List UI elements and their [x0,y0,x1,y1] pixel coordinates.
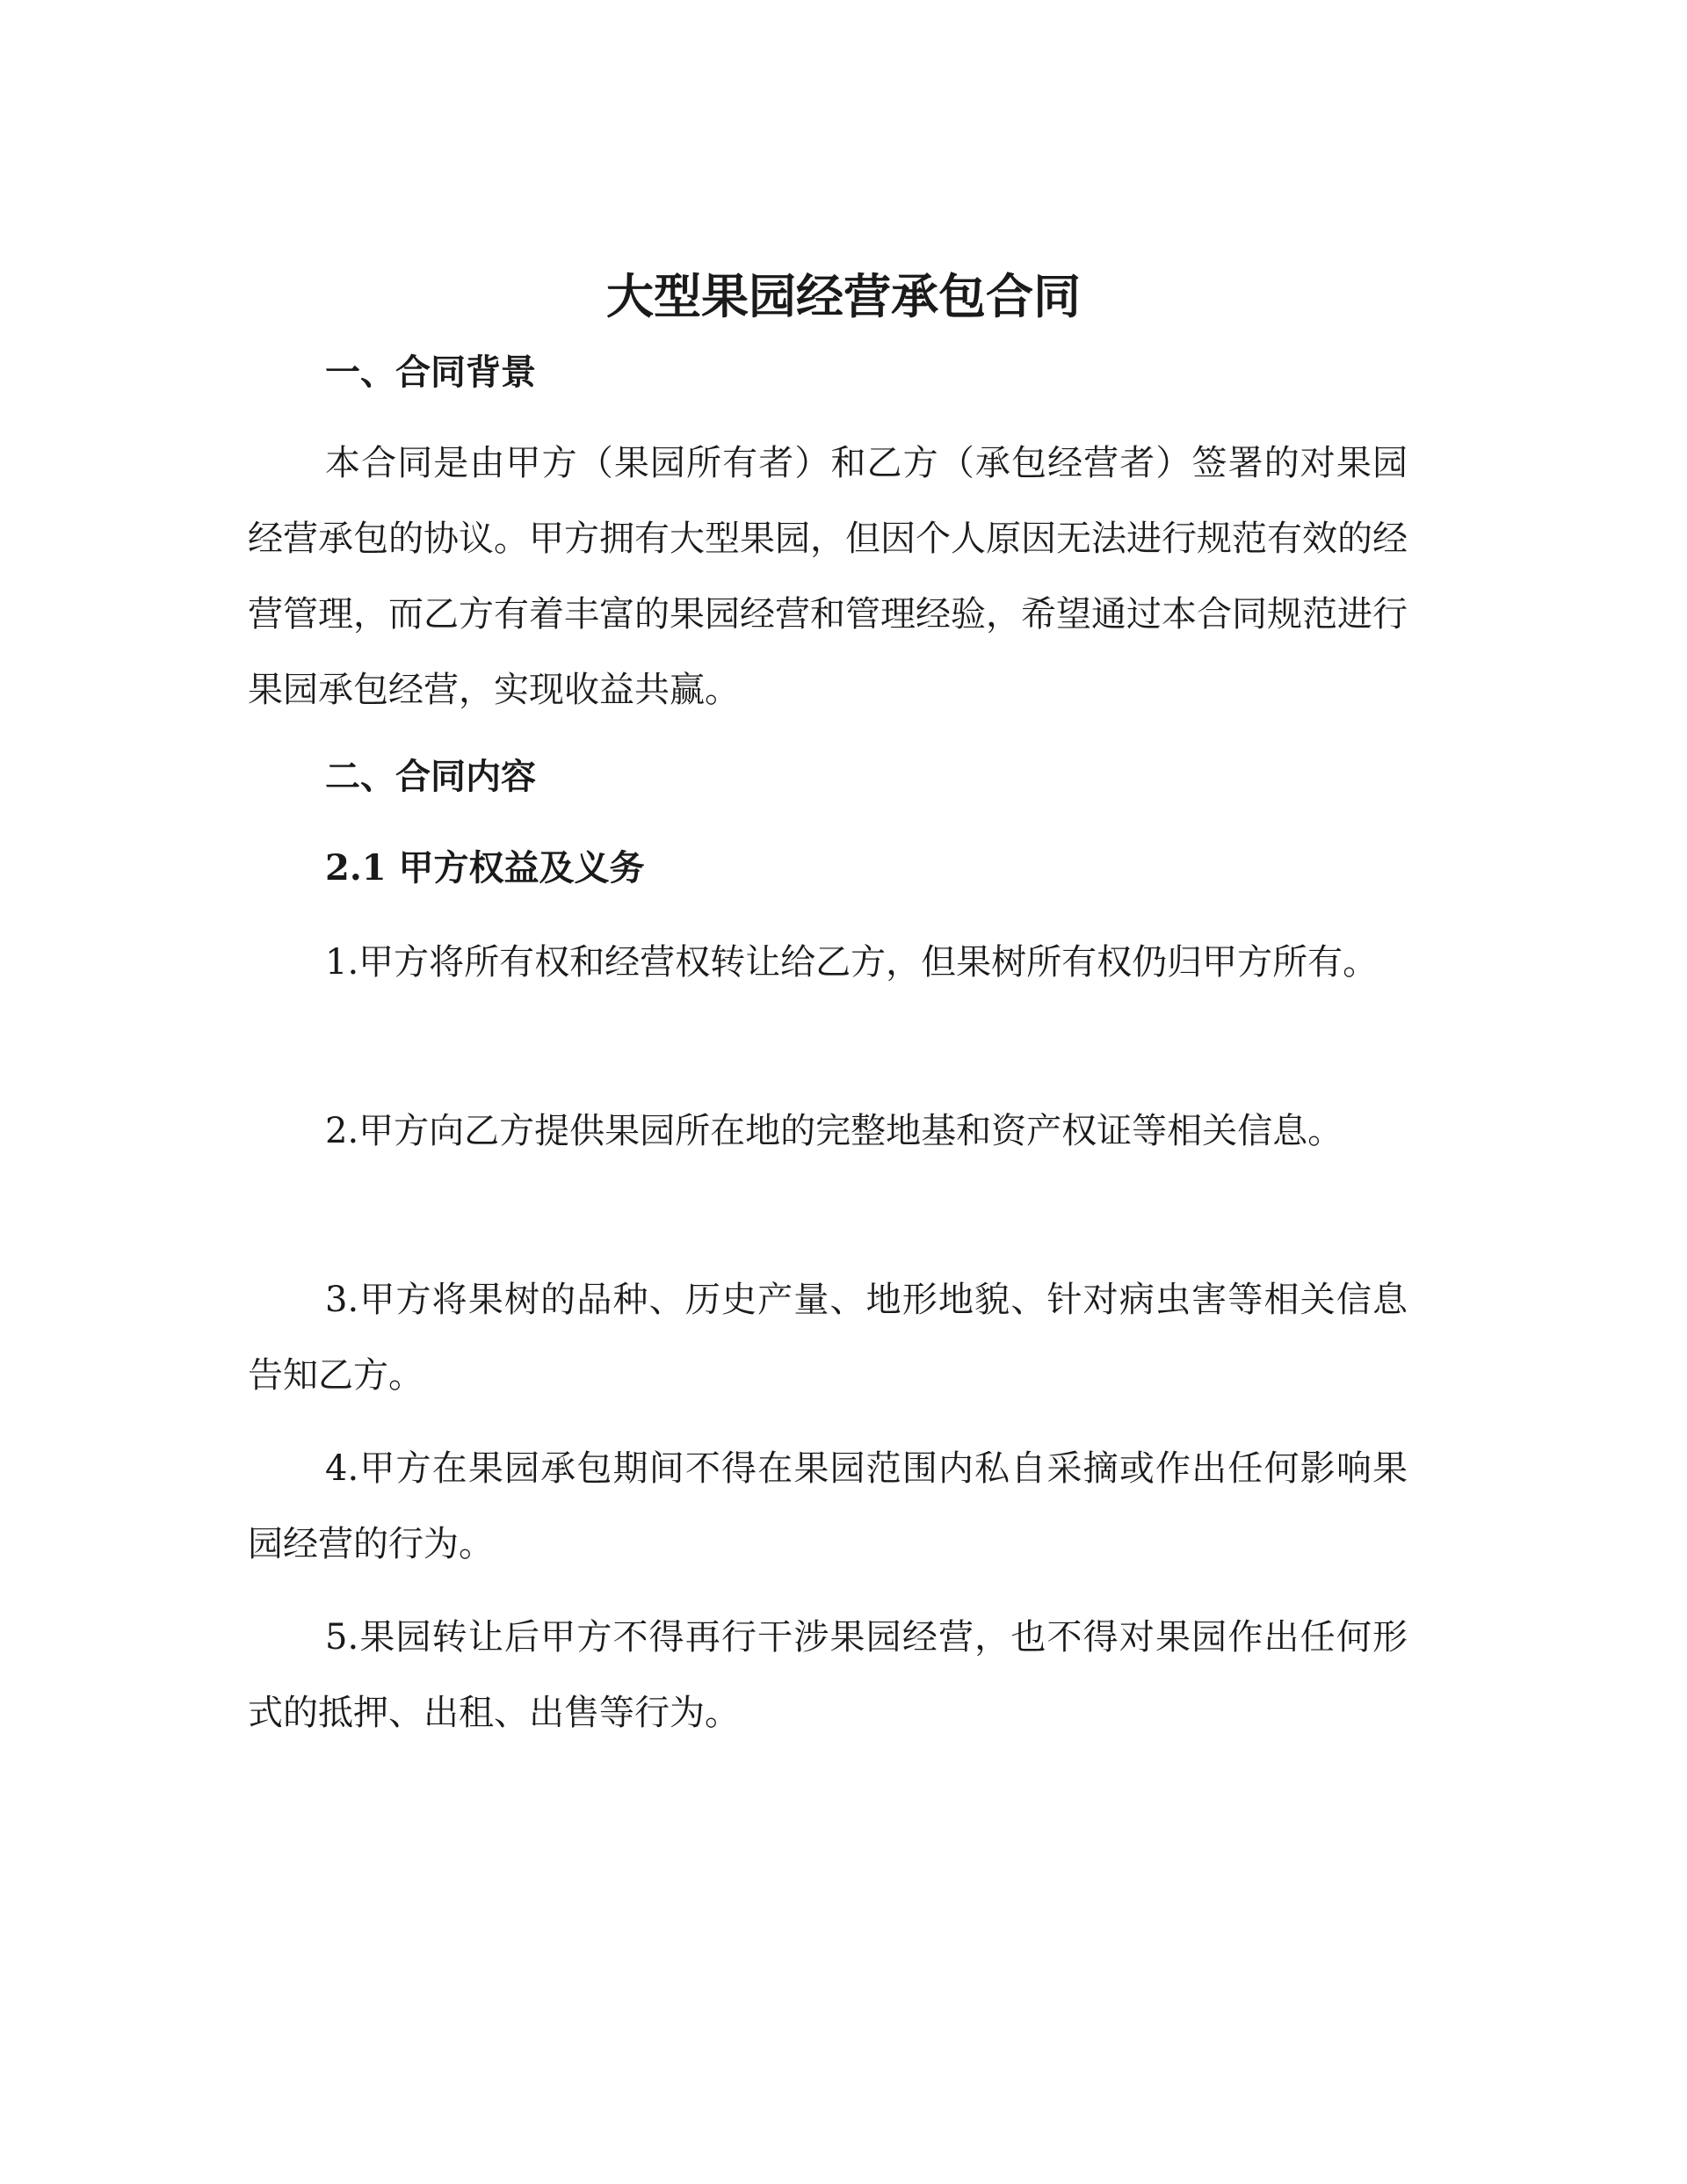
list-item: 4.甲方在果园承包期间不得在果园范围内私自采摘或作出任何影响果园经营的行为。 [248,1448,1408,1564]
list-item: 3.甲方将果树的品种、历史产量、地形地貌、针对病虫害等相关信息告知乙方。 [248,1280,1408,1396]
section-heading-background: 一、合同背景 [325,352,536,393]
section-heading-content: 二、合同内容 [325,756,536,797]
background-paragraph: 本合同是由甲方（果园所有者）和乙方（承包经营者）签署的对果园经营承包的协议。甲方拥有大型果园，但因个人原因无法进行规范有效的经营管理，而乙方有着丰富的果园经营和管理经验，希望通过本合同规范进行果园承包经营，实现收益共赢。 [248,443,1408,710]
subsection-heading-party-a: 2.1 甲方权益及义务 [325,847,645,889]
list-item: 1.甲方将所有权和经营权转让给乙方，但果树所有权仍归甲方所有。 [325,942,1379,983]
list-item: 2.甲方向乙方提供果园所在地的完整地基和资产权证等相关信息。 [325,1111,1343,1151]
document-title: 大型果园经营承包合同 [606,268,1081,324]
list-item: 5.果园转让后甲方不得再行干涉果园经营，也不得对果园作出任何形式的抵押、出租、出售等行为。 [248,1617,1408,1733]
